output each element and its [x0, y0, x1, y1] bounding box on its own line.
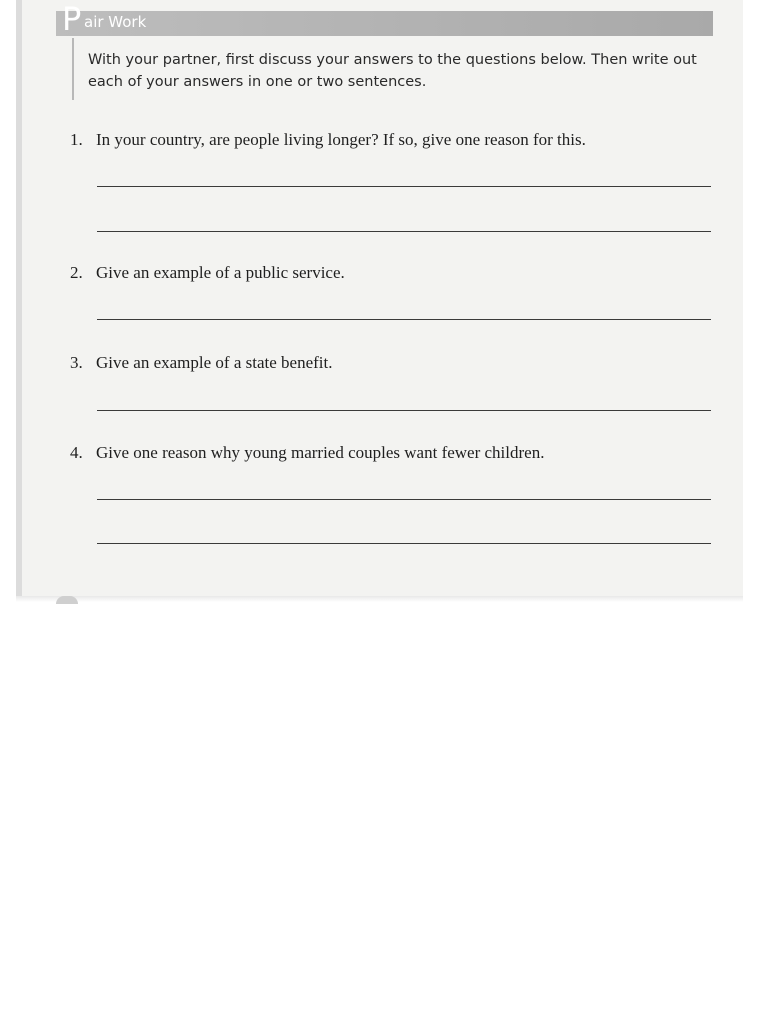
- answer-line-4a[interactable]: [97, 499, 711, 500]
- question-4: [70, 442, 720, 464]
- question-number: 1.: [70, 130, 83, 149]
- page-edge-shadow: [16, 596, 743, 602]
- question-text: Give an example of a public service.: [96, 263, 345, 282]
- question-text: In your country, are people living longer? If so, give one reason for this.: [96, 130, 586, 149]
- question-number: 3.: [70, 353, 83, 372]
- question-3: [70, 352, 720, 374]
- answer-line-4b[interactable]: [97, 543, 711, 544]
- answer-line-2[interactable]: [97, 319, 711, 320]
- instructions-side-rule: [72, 38, 74, 100]
- question-text: Give an example of a state benefit.: [96, 353, 333, 372]
- answer-line-1b[interactable]: [97, 231, 711, 232]
- question-1: [70, 129, 720, 151]
- answer-line-1a[interactable]: [97, 186, 711, 187]
- instructions-text: With your partner, first discuss your answers to the questions below. Then write out each of your answers in one or two sentences.: [88, 52, 697, 90]
- section-title-initial: P: [62, 0, 82, 38]
- question-2: [70, 262, 720, 284]
- question-number: 4.: [70, 443, 83, 462]
- question-number: 2.: [70, 263, 83, 282]
- answer-line-3[interactable]: [97, 410, 711, 411]
- section-header-bar: [56, 11, 713, 36]
- question-text: Give one reason why young married couples want fewer children.: [96, 443, 545, 462]
- page-corner-mark: [56, 596, 78, 604]
- section-title: air Work: [84, 13, 147, 31]
